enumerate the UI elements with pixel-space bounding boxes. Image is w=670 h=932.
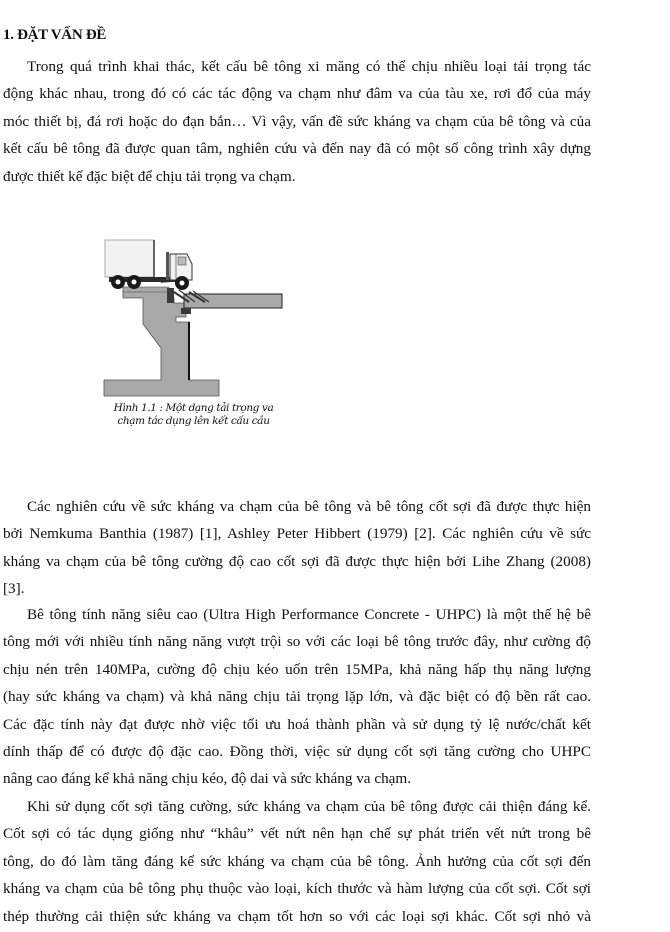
text-line: (hay sức kháng va chạm) và khả năng chịu tải trọng lặp lớn, và đặc biệt có độ bền rất cao. (3, 688, 591, 706)
text-line: động khác nhau, trong đó có các tác động va chạm như đâm va của tàu xe, rơi đổ của máy (3, 85, 591, 103)
text-line: kháng va chạm của bê tông cường độ cao cốt sợi đã được thực hiện bởi Lihe Zhang (2008) (3, 552, 591, 570)
text-line: tông mới với nhiều tính năng năng vượt trội so với các loại bê tông trước đây, như cường độ (3, 633, 591, 651)
text-line: móc thiết bị, đá rơi hoặc do đạn bắn… Vì vậy, vấn đề sức kháng va chạm của bê tông và của (3, 112, 591, 130)
text-line: dính thấp để có được độ đặc cao. Đồng thời, việc sử dụng cốt sợi tăng cường cho UHPC (3, 743, 591, 761)
text-line: nâng cao đáng kể khả năng chịu kéo, độ dai và sức kháng va chạm. (3, 770, 412, 788)
truck-on-bridge-illustration (101, 232, 286, 397)
text-line: tông, do đó làm tăng đáng kể sức kháng va chạm của bê tông. Ảnh hưởng của cốt sợi đến (3, 852, 591, 870)
paragraph-uhpc (3, 601, 591, 793)
text-line: bởi Nemkuma Banthia (1987) [1], Ashley Peter Hibbert (1979) [2]. Các nghiên cứu về sức (3, 525, 591, 543)
text-line: Cốt sợi có tác dụng giống như “khâu” vết nứt nên hạn chế sự phát triển vết nứt trong bê (3, 825, 591, 843)
caption-line: Hình 1.1 : Một dạng tải trọng va (113, 402, 274, 414)
text-line: Bê tông tính năng siêu cao (Ultra High Performance Concrete - UHPC) là một thế hệ bê (27, 606, 591, 623)
text-line: Các đặc tính này đạt được nhờ việc tối ưu hoá thành phần và sử dụng tỷ lệ nước/chất kết (3, 715, 591, 733)
paragraph-prior-research (3, 493, 591, 603)
text-line: kháng va chạm của bê tông phụ thuộc vào loại, kích thước và hàm lượng của cốt sợi. Cốt sợi (3, 880, 591, 898)
paragraph-intro (3, 53, 591, 190)
text-line: kết cấu bê tông đã được quan tâm, nghiên cứu và đến nay đã có một số công trình xây dựng (3, 140, 591, 158)
text-line: [3]. (3, 580, 25, 598)
text-line: Khi sử dụng cốt sợi tăng cường, sức kháng va chạm của bê tông được cải thiện đáng kể. (27, 798, 591, 815)
text-line: Các nghiên cứu về sức kháng va chạm của bê tông và bê tông cốt sợi đã được thực hiện (27, 498, 591, 515)
text-line: thép thường cải thiện sức kháng va chạm tốt hơn so với các loại sợi khác. Cốt sợi nhỏ và (3, 907, 591, 925)
text-line: Trong quá trình khai thác, kết cấu bê tông xi măng có thể chịu nhiều loại tải trọng tác (27, 58, 591, 75)
section-heading: 1. ĐẶT VẤN ĐỀ (3, 27, 107, 43)
text-line: chịu nén trên 140MPa, cường độ chịu kéo uốn trên 15MPa, khả năng hấp thụ năng lượng (3, 660, 591, 678)
figure-truck-impact (101, 232, 286, 437)
caption-line: chạm tác dụng lên kết cấu cầu (117, 415, 270, 427)
text-line: được thiết kế đặc biệt để chịu tải trọng va chạm. (3, 167, 296, 185)
figure-caption (101, 402, 286, 428)
paragraph-fiber-reinforcement (3, 793, 591, 930)
